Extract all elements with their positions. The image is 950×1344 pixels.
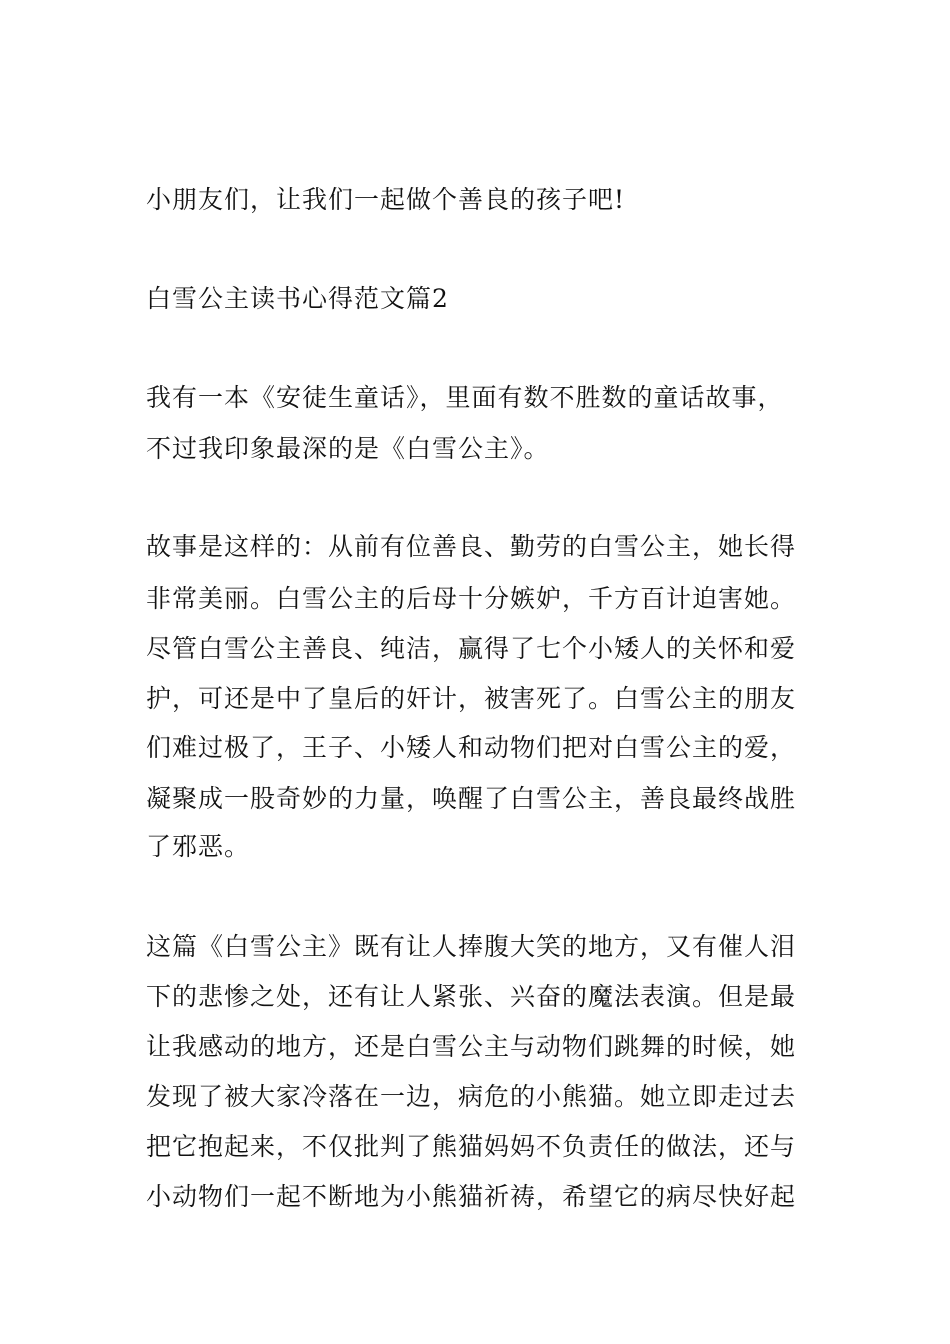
paragraph-line: 凝聚成一股奇妙的力量，唤醒了白雪公主，善良最终战胜 bbox=[146, 784, 797, 813]
paragraph-line: 让我感动的地方，还是白雪公主与动物们跳舞的时候，她 bbox=[146, 1032, 797, 1061]
paragraph-line: 们难过极了，王子、小矮人和动物们把对白雪公主的爱， bbox=[146, 733, 797, 762]
closing-sentence: 小朋友们，让我们一起做个善良的孩子吧! bbox=[146, 185, 626, 214]
paragraph-line: 护，可还是中了皇后的奸计，被害死了。白雪公主的朋友 bbox=[146, 684, 797, 713]
paragraph-line: 这篇《白雪公主》既有让人捧腹大笑的地方，又有催人泪 bbox=[146, 932, 797, 961]
paragraph-line: 下的悲惨之处，还有让人紧张、兴奋的魔法表演。但是最 bbox=[146, 982, 797, 1011]
paragraph-line: 把它抱起来，不仅批判了熊猫妈妈不负责任的做法，还与 bbox=[146, 1132, 797, 1161]
paragraph-line: 我有一本《安徒生童话》，里面有数不胜数的童话故事， bbox=[146, 383, 784, 412]
paragraph-line: 故事是这样的：从前有位善良、勤劳的白雪公主，她长得 bbox=[146, 532, 797, 561]
paragraph-line: 小动物们一起不断地为小熊猫祈祷，希望它的病尽快好起 bbox=[146, 1182, 797, 1211]
paragraph-line: 了邪恶。 bbox=[146, 832, 251, 861]
paragraph-line: 非常美丽。白雪公主的后母十分嫉妒，千方百计迫害她。 bbox=[146, 584, 797, 613]
section-title: 白雪公主读书心得范文篇2 bbox=[146, 284, 449, 313]
paragraph-line: 发现了被大家冷落在一边，病危的小熊猫。她立即走过去 bbox=[146, 1082, 797, 1111]
paragraph-line: 尽管白雪公主善良、纯洁，赢得了七个小矮人的关怀和爱 bbox=[146, 634, 797, 663]
paragraph-line: 不过我印象最深的是《白雪公主》。 bbox=[146, 434, 550, 463]
